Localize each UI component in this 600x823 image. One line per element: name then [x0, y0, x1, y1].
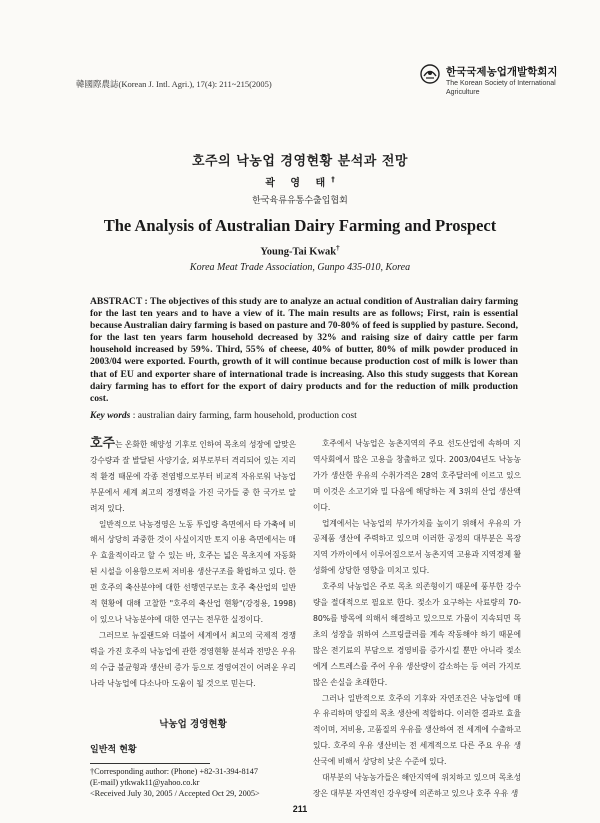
subsection-heading: 일반적 현황	[90, 745, 137, 755]
paragraph: 호주의 낙농업은 주로 목초 의존형이기 때문에 풍부한 강수량을 절대적으로 필요로 한다. 젖소가 요구하는 사료량의 70-80%를 방목에 의해서 해결하고 있으므로 가뭄이 지속되면 목초의 성장을 위하여 스프링클러를 계속 작동해야 하기 때문에 많은 전기료의 부담으로 경영비를 증가시킬 뿐만 아니라 젖소에게 스트레스를 주어 우유 생산량이 감소하는 등 여러 가지로 많은 손실을 초래한다.	[313, 582, 521, 687]
title-korean: 호주의 낙농업 경영현황 분석과 전망	[192, 154, 408, 169]
affiliation-english: Korea Meat Trade Association, Gunpo 435-010, Korea	[189, 262, 411, 273]
author-english-block	[0, 244, 600, 258]
society-name-en	[446, 79, 586, 97]
author-korean-mark: †	[331, 175, 335, 184]
author-english: Young-Tai Kwak	[260, 246, 337, 258]
paragraph: 대부분의 낙농농가들은 해안지역에 위치하고 있으며 목초성장은 대부분 자연적인 강우량에 의존하고 있으나 호주 우유 생	[313, 773, 521, 798]
society-emblem-icon	[420, 64, 440, 84]
footnote-rule	[90, 763, 210, 764]
society-name-ko: 한국국제농업개발학회지	[446, 66, 558, 78]
paragraph: 호주에서 낙농업은 농촌지역의 주요 선도산업에 속하며 지역사회에서 많은 고용을 창출하고 있다. 2003/04년도 낙농농가가 생산한 우유의 수취가격은 28억 호주달러에 이르고 있으며 이것은 소고기와 밀 다음에 해당하는 제 3위의 산업 생산액이다.	[313, 439, 521, 512]
affiliation-korean: 한국육류유통수출입협회	[252, 196, 348, 206]
paragraph: 그러나 일반적으로 호주의 기후와 자연조건은 낙농업에 매우 유리하며 양질의 목초 생산에 적합하다. 이러한 결과로 효율적이며, 저비용, 고품질의 우유를 생산하여 전 세계에 수출하고 있다. 호주의 우유 생산비는 전 세계적으로 다른 주요 우유 생산국에 비해서 상당히 낮은 수준에 있다.	[313, 693, 521, 767]
paragraph: 일반적으로 낙농경영은 노동 투입량 측면에서 타 가축에 비해서 상당히 과중한 것이 사실이지만 토지 이용 측면에서는 매우 효율적이라고 할 수 있는 바, 호주는 넓은 목초지에 자동화된 시설을 이용함으로써 저비용 생산구조를 확립하고 있다. 한편 호주의 축산분야에 대한 선행연구로는 호주 축산업의 일반적 현황에 대해 고찰한 "호주의 축산업 현황"(강정용, 1998)이 있으나 낙농분야에 대한 연구는 전무한 실정이다.	[90, 519, 296, 624]
footnote-received: <Received July 30, 2005 / Accepted Oct 29, 2005>	[90, 789, 260, 798]
paragraph: 그러므로 뉴질랜드와 더불어 세계에서 최고의 국제적 경쟁력을 가진 호주의 낙농업에 관한 경영현황 분석과 전망은 우유의 수급 불균형과 생산비 증가 등으로 경영여건이 어려운 우리나라 낙농업에 다소나마 도움이 될 것으로 믿는다.	[90, 630, 296, 688]
abstract: ABSTRACT : The objectives of this study are to analyze an actual condition of Australian dairy farming for the last ten years and to have a view of it. The main results are as follows; First, rain is essential because Australian dairy farming is based on pasture and 70-80% of feed is supplied by pasture. Second, for the last ten years farm household decreased by 32% and raising size of dairy cattle per farm household increased by 59%. Third, 55% of cheese, 40% of butter, 80% of milk powder produced in 2003/04 were exported. Fourth, growth of it will continue because production cost of milk is lower than that of EU and exporter share of international trade is increasing. Also this study suggests that Korean dairy farming has to effort for the export of dairy products and for the reduction of milk production cost.	[90, 296, 518, 404]
footnote-corresponding: †Corresponding author: (Phone) +82-31-394-8147	[90, 767, 259, 776]
keywords-line	[90, 410, 518, 422]
keywords-text: : australian dairy farming, farm household, production cost	[132, 411, 357, 421]
author-korean-block	[0, 174, 600, 189]
footnote-email: (E-mail) ytkwak11@yahoo.co.kr	[90, 778, 200, 787]
society-name-en-line2: Agriculture	[446, 89, 480, 96]
section-heading: 낙농업 경영현황	[159, 719, 227, 730]
keywords-label: Key words	[90, 411, 131, 421]
title-english: The Analysis of Australian Dairy Farming and Prospect	[103, 216, 497, 235]
journal-reference: 韓國際農誌(Korean J. Intl. Agri.), 17(4): 211~215(2005)	[76, 79, 272, 89]
page-number: 211	[292, 804, 308, 814]
society-name-en-line1: The Korean Society of International	[446, 80, 556, 87]
author-korean: 곽 영 태	[265, 178, 332, 189]
body-column-left	[90, 436, 296, 692]
paragraph	[90, 436, 296, 517]
paragraph: 업계에서는 낙농업의 부가가치를 높이기 위해서 우유의 가공제품 생산에 주력하고 있으며 이러한 공정의 대부분은 목장지역 가까이에서 이루어짐으로서 농촌지역 고용과 지역경제 활성화에 상당한 영향을 미치고 있다.	[313, 518, 521, 576]
author-english-mark: †	[336, 244, 340, 252]
paragraph-text: 는 온화한 해양성 기후로 인하여 목초의 성장에 알맞은 강수량과 잘 발달된 사양기술, 외부로부터 격리되어 있는 지리적 환경 때문에 각종 전염병으로부터 비교적 자유로워 낙농업 부문에서 세계 최고의 경쟁력을 가진 국가들 중 한 국가로 알려져 있다.	[90, 440, 296, 513]
body-column-right	[313, 436, 521, 802]
lead-word: 호주	[90, 436, 116, 451]
footnotes	[90, 766, 300, 799]
